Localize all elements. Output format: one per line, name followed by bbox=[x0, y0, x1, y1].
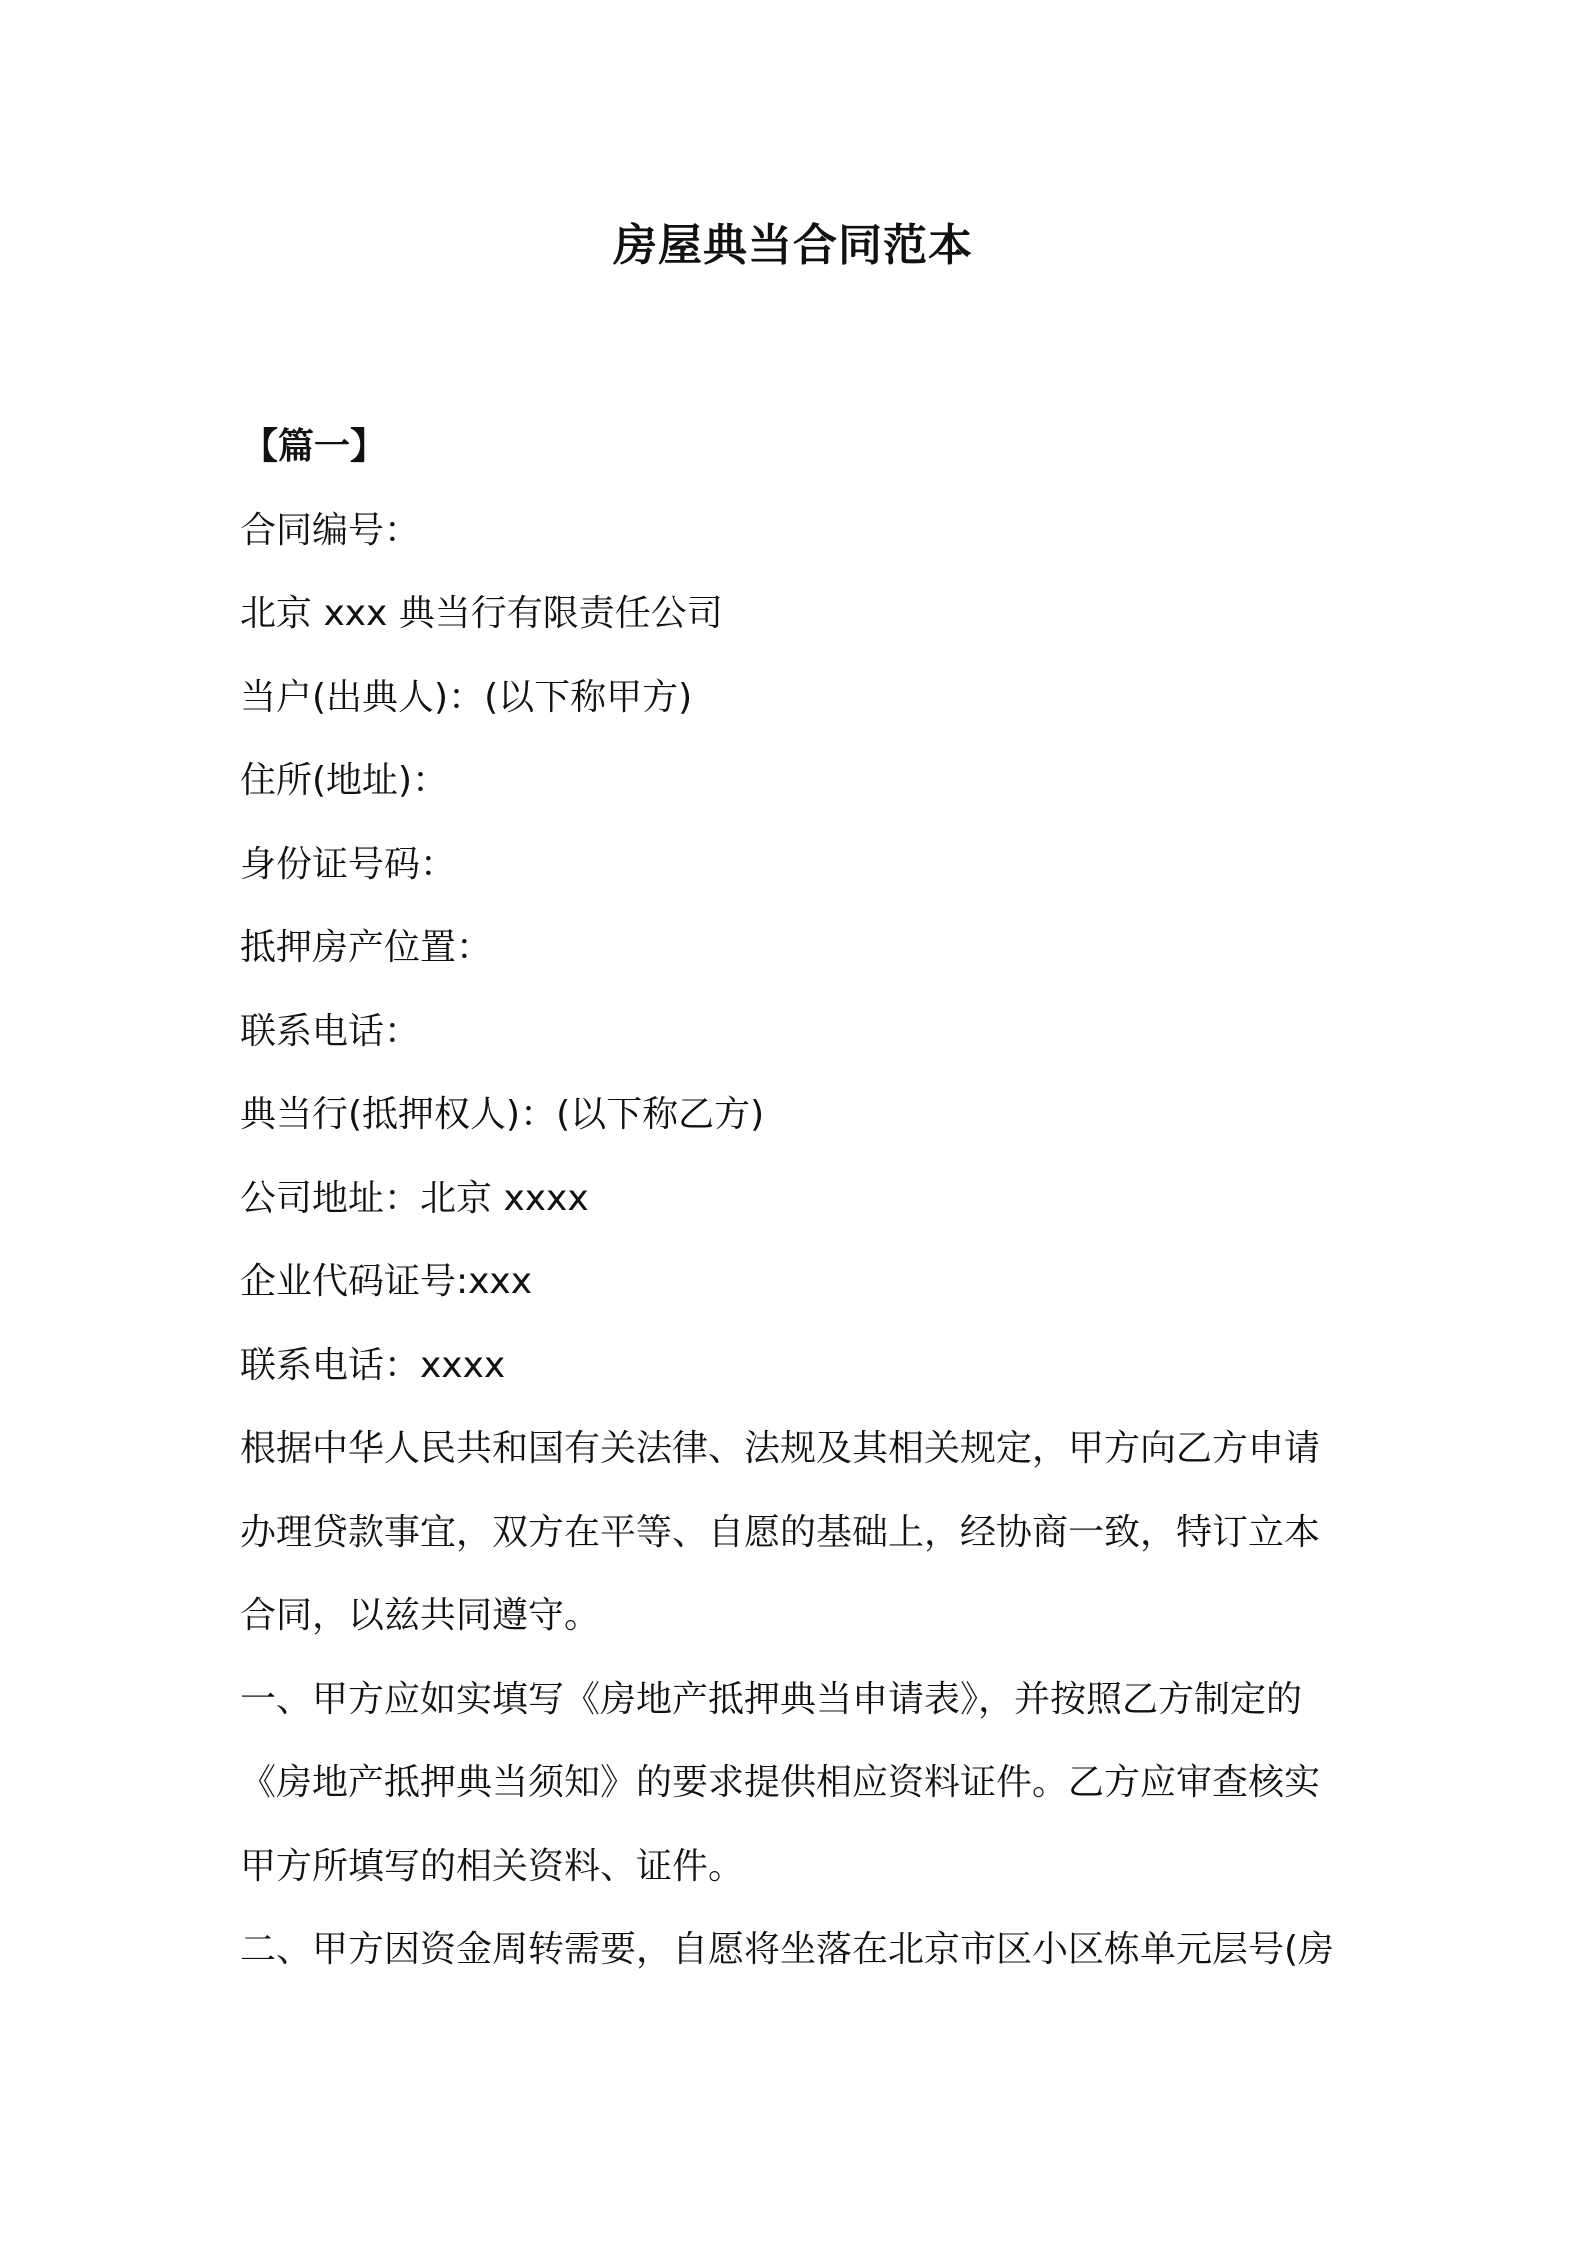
paragraph-line: 办理贷款事宜，双方在平等、自愿的基础上，经协商一致，特订立本 bbox=[240, 1511, 1321, 1553]
enterprise-code-line: 企业代码证号:xxx bbox=[240, 1261, 533, 1302]
clause-one-line: 甲方所填写的相关资料、证件。 bbox=[240, 1845, 745, 1887]
party-a-line: 当户(出典人)：(以下称甲方) bbox=[240, 676, 693, 718]
clause-one-line: 《房地产抵押典当须知》的要求提供相应资料证件。乙方应审查核实 bbox=[240, 1762, 1321, 1803]
paragraph-line: 合同，以兹共同遵守。 bbox=[240, 1595, 601, 1636]
clause-two-line: 二、甲方因资金周转需要，自愿将坐落在北京市区小区栋单元层号(房 bbox=[240, 1929, 1335, 1970]
company-address-line: 公司地址：北京 xxxx bbox=[240, 1177, 589, 1219]
party-b-line: 典当行(抵押权人)：(以下称乙方) bbox=[240, 1094, 765, 1135]
section-label: 【篇一】 bbox=[242, 426, 387, 467]
contract-number-line: 合同编号： bbox=[240, 509, 421, 551]
paragraph-line: 根据中华人民共和国有关法律、法规及其相关规定，甲方向乙方申请 bbox=[240, 1428, 1321, 1469]
document-body bbox=[240, 405, 1355, 1992]
property-location-line: 抵押房产位置： bbox=[240, 927, 493, 968]
clause-one-line: 一、甲方应如实填写《房地产抵押典当申请表》，并按照乙方制定的 bbox=[240, 1678, 1303, 1720]
address-line: 住所(地址)： bbox=[240, 760, 449, 801]
pawnshop-name-line: 北京 xxx 典当行有限责任公司 bbox=[240, 593, 723, 634]
company-phone-line: 联系电话：xxxx bbox=[240, 1344, 506, 1386]
phone-line: 联系电话： bbox=[240, 1010, 421, 1052]
document-title: 房屋典当合同范本 bbox=[613, 220, 973, 271]
id-number-line: 身份证号码： bbox=[240, 843, 457, 885]
